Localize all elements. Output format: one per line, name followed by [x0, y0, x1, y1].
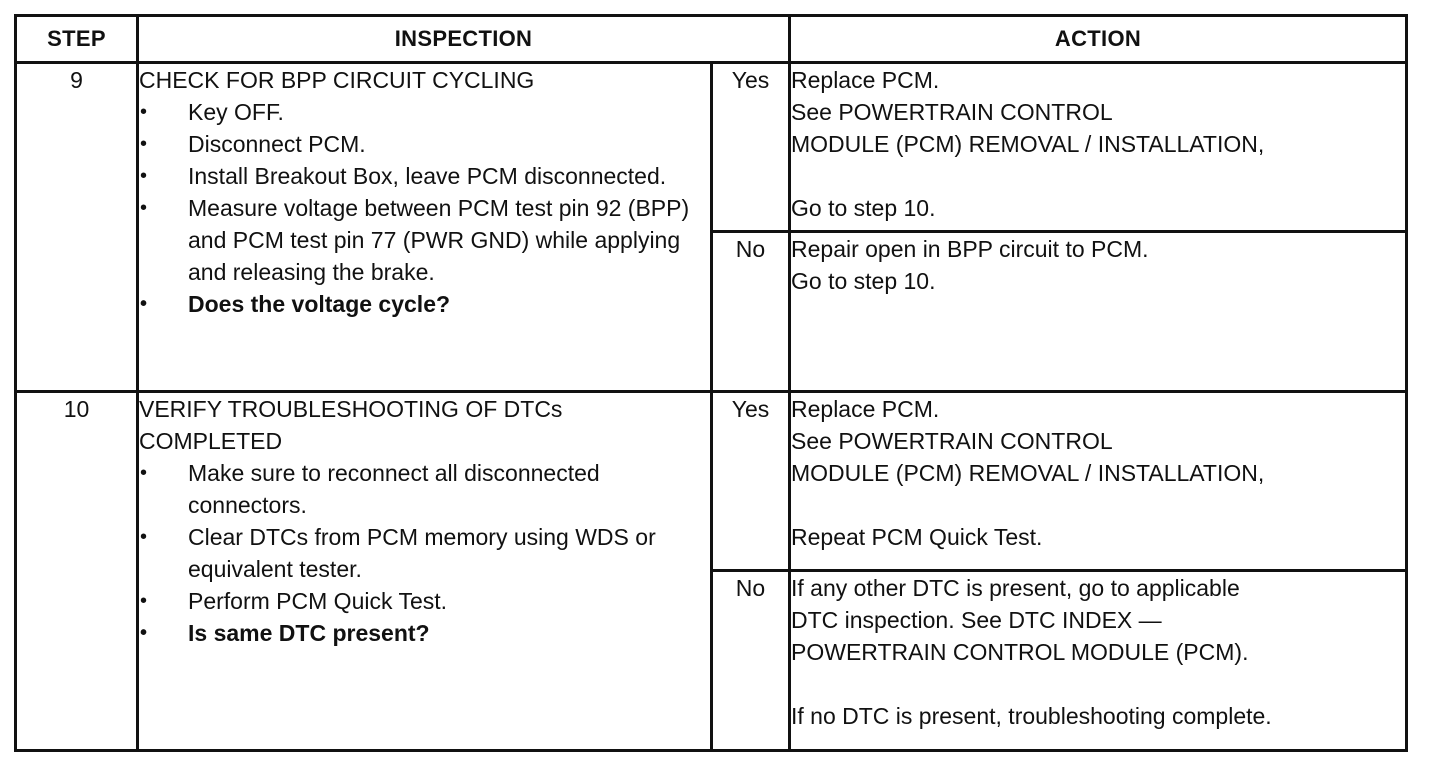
step-number: 10 [16, 391, 138, 750]
yes-action [790, 391, 1407, 571]
action-line: See POWERTRAIN CONTROL [791, 427, 1113, 454]
step-9-inspection [138, 63, 712, 392]
bullet-icon: • [140, 101, 148, 123]
bullet-item: • Measure voltage between PCM test pin 92 (BPP) and PCM test pin 77 (PWR GND) while applying and releasing the brake. [139, 192, 710, 288]
bullet-icon: • [140, 621, 148, 644]
no-action [790, 571, 1407, 751]
inspection-bullet-list [139, 457, 710, 649]
diagnostic-table [14, 14, 1408, 752]
bullet-icon: • [140, 293, 148, 315]
step-10-yes-row [16, 391, 1407, 571]
header-step: STEP [16, 16, 138, 63]
no-action [790, 232, 1407, 391]
action-line: MODULE (PCM) REMOVAL / INSTALLATION, [791, 459, 1265, 486]
bullet-item: • Clear DTCs from PCM memory using WDS or equivalent tester. [139, 521, 710, 585]
action-line: Go to step 10. [791, 195, 936, 221]
yes-label: Yes [712, 63, 790, 232]
bullet-item-question: • Is same DTC present? [139, 617, 710, 649]
action-line: Go to step 10. [791, 268, 936, 295]
yes-action [790, 63, 1407, 232]
action-line: If any other DTC is present, go to applicable [791, 575, 1240, 602]
bullet-item: • Make sure to reconnect all disconnected connectors. [139, 457, 710, 521]
step-9-yes-row [16, 63, 1407, 232]
step-number: 9 [16, 63, 138, 392]
action-line: DTC inspection. See DTC INDEX — [791, 607, 1162, 634]
bullet-icon: • [140, 525, 148, 548]
bullet-icon: • [140, 461, 148, 484]
bullet-icon: • [140, 197, 148, 219]
step-10-inspection [138, 391, 712, 750]
bullet-item: • Install Breakout Box, leave PCM disconnected. [139, 160, 710, 192]
bullet-item: • Key OFF. [139, 96, 710, 128]
bullet-icon: • [140, 165, 148, 187]
bullet-icon: • [140, 589, 148, 612]
bullet-icon: • [140, 133, 148, 155]
yes-label: Yes [712, 391, 790, 571]
header-inspection: INSPECTION [138, 16, 790, 63]
inspection-bullet-list [139, 96, 710, 320]
header-row [16, 16, 1407, 63]
header-action: ACTION [790, 16, 1407, 63]
bullet-item: • Perform PCM Quick Test. [139, 585, 710, 617]
action-line: Repair open in BPP circuit to PCM. [791, 236, 1149, 263]
inspection-title: CHECK FOR BPP CIRCUIT CYCLING [139, 67, 535, 93]
no-label: No [712, 232, 790, 391]
bullet-item: • Disconnect PCM. [139, 128, 710, 160]
no-label: No [712, 571, 790, 751]
action-line: MODULE (PCM) REMOVAL / INSTALLATION, [791, 131, 1265, 157]
action-line: Repeat PCM Quick Test. [791, 523, 1043, 550]
action-line: If no DTC is present, troubleshooting complete. [791, 703, 1272, 730]
action-line: Replace PCM. [791, 67, 940, 93]
action-line: POWERTRAIN CONTROL MODULE (PCM). [791, 639, 1249, 666]
action-line: Replace PCM. [791, 395, 940, 422]
inspection-title: VERIFY TROUBLESHOOTING OF DTCs COMPLETED [139, 395, 563, 454]
bullet-item-question: • Does the voltage cycle? [139, 288, 710, 320]
action-line: See POWERTRAIN CONTROL [791, 99, 1113, 125]
